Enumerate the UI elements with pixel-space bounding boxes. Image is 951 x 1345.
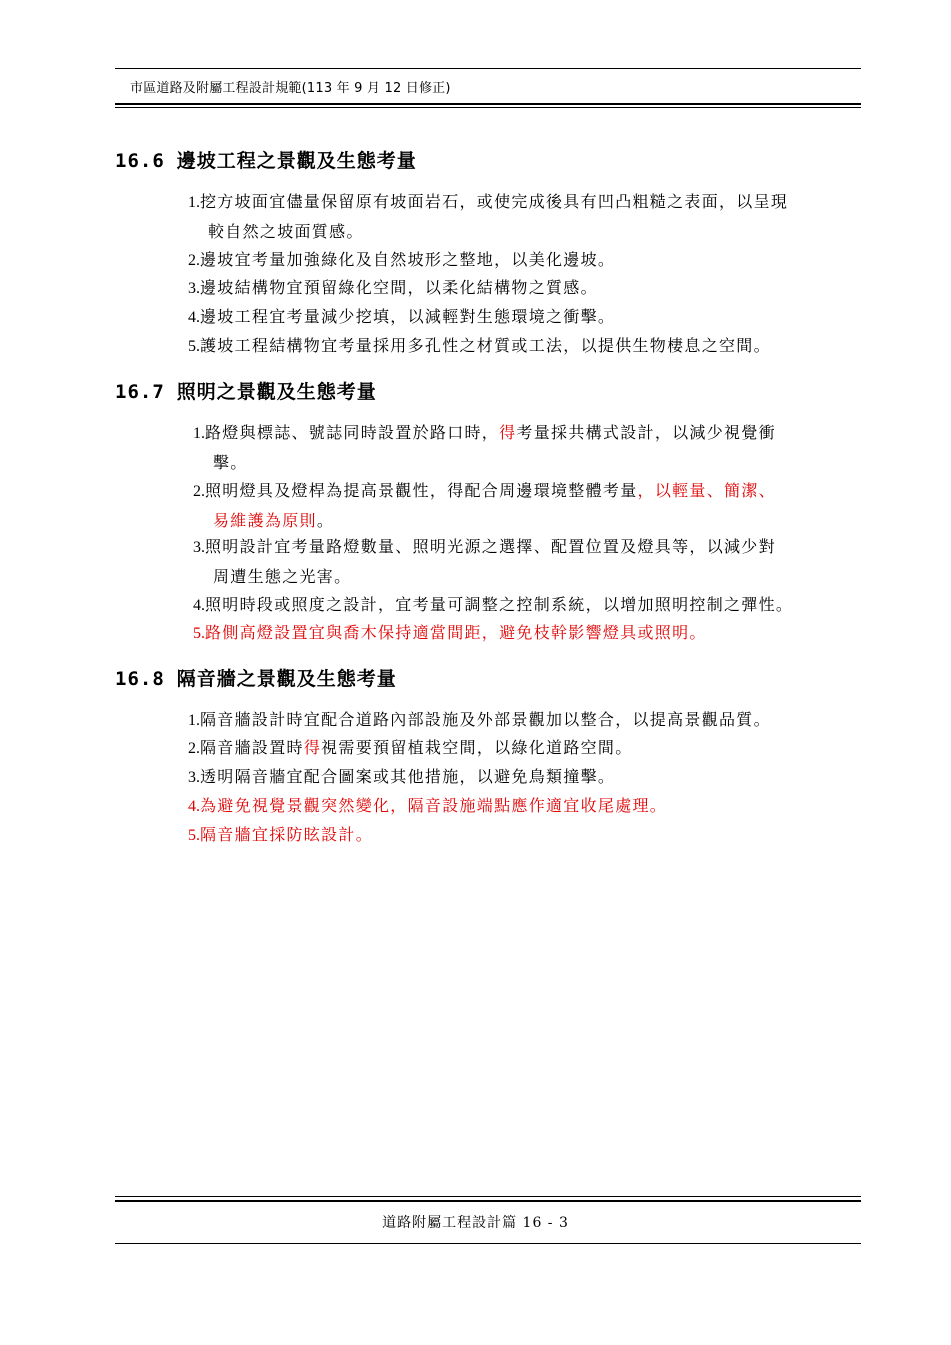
footer-rule-thick [115, 1200, 861, 1202]
list-item [188, 820, 373, 850]
footer-bottom-rule [115, 1243, 861, 1244]
item-text: 隔音牆設計時宜配合道路內部設施及外部景觀加以整合，以提高景觀品質。 [200, 710, 771, 729]
list-item [188, 245, 615, 275]
revised-text: 為避免視覺景觀突然變化，隔音設施端點應作適宜收尾處理。 [200, 796, 668, 815]
revised-text: 路側高燈設置宜與喬木保持適當間距，避免枝幹影響燈具或照明。 [205, 623, 707, 642]
revised-text: ，以輕量、簡潔、 [637, 481, 776, 500]
header-rule-thin [115, 107, 861, 108]
item-text: 護坡工程結構物宜考量採用多孔性之材質或工法，以提供生物棲息之空間。 [200, 336, 771, 355]
item-marker: 4. [193, 597, 205, 614]
section-number: 16.6 [115, 150, 165, 172]
section-heading-16-7 [115, 377, 377, 404]
item-marker: 2. [193, 483, 205, 500]
item-text-continued: 周遭生態之光害。 [213, 567, 352, 586]
item-text: 透明隔音牆宜配合圖案或其他措施，以避免鳥類撞擊。 [200, 767, 616, 786]
header-rule-thick [115, 103, 861, 105]
list-item [188, 187, 788, 246]
item-text-continued: 較自然之坡面質感。 [208, 222, 364, 241]
item-marker: 1. [188, 712, 200, 729]
item-text: 邊坡宜考量加強綠化及自然坡形之整地，以美化邊坡。 [200, 250, 616, 269]
revised-text: 隔音牆宜採防眩設計。 [200, 825, 374, 844]
section-heading-16-8 [115, 664, 397, 691]
list-item [193, 590, 793, 620]
item-text: 視需要預留植栽空間，以綠化道路空間。 [321, 738, 633, 757]
item-marker: 3. [188, 280, 200, 297]
section-number: 16.8 [115, 668, 165, 690]
item-text: 照明時段或照度之設計，宜考量可調整之控制系統，以增加照明控制之彈性。 [205, 595, 794, 614]
item-marker: 4. [188, 798, 200, 815]
list-item [188, 331, 771, 361]
section-heading-16-6 [115, 146, 417, 173]
list-item [193, 532, 776, 591]
item-marker: 1. [193, 425, 205, 442]
item-marker: 5. [193, 625, 205, 642]
item-marker: 3. [188, 769, 200, 786]
page-number: 道路附屬工程設計篇 16 - 3 [382, 1215, 569, 1231]
item-marker: 5. [188, 338, 200, 355]
list-item [193, 618, 707, 648]
list-item [188, 273, 598, 303]
item-marker: 2. [188, 252, 200, 269]
revised-text: 易維護為原則 [213, 511, 317, 530]
item-text: 照明燈具及燈桿為提高景觀性，得配合周邊環境整體考量 [205, 481, 638, 500]
list-item [188, 705, 771, 735]
item-text: 隔音牆設置時 [200, 738, 304, 757]
item-text-continued: 擊。 [213, 453, 248, 472]
revised-text: 得 [303, 738, 322, 757]
item-text: 考量採共構式設計，以減少視覺衝 [516, 423, 776, 442]
footer-rule-thin [115, 1196, 861, 1197]
item-marker: 3. [193, 539, 205, 556]
item-text: 邊坡結構物宜預留綠化空間，以柔化結構物之質感。 [200, 278, 598, 297]
item-text: 路燈與標誌、號誌同時設置於路口時， [205, 423, 500, 442]
list-item [188, 302, 615, 332]
list-item [188, 733, 633, 763]
section-number: 16.7 [115, 381, 165, 403]
list-item [188, 791, 667, 821]
item-text: 挖方坡面宜儘量保留原有坡面岩石，或使完成後具有凹凸粗糙之表面，以呈現 [200, 192, 789, 211]
item-marker: 5. [188, 827, 200, 844]
running-title: 市區道路及附屬工程設計規範(113 年 9 月 12 日修正) [130, 81, 451, 96]
list-item [193, 418, 776, 477]
list-item [193, 476, 776, 535]
item-marker: 1. [188, 194, 200, 211]
header-top-rule [115, 68, 861, 69]
item-text: 邊坡工程宜考量減少挖填，以減輕對生態環境之衝擊。 [200, 307, 616, 326]
list-item [188, 762, 615, 792]
item-text: 。 [316, 511, 335, 530]
item-text: 照明設計宜考量路燈數量、照明光源之選擇、配置位置及燈具等，以減少對 [205, 537, 776, 556]
section-title: 邊坡工程之景觀及生態考量 [176, 150, 417, 172]
section-title: 隔音牆之景觀及生態考量 [176, 668, 397, 690]
revised-text: 得 [499, 423, 517, 442]
item-marker: 2. [188, 740, 200, 757]
item-marker: 4. [188, 309, 200, 326]
section-title: 照明之景觀及生態考量 [176, 381, 377, 403]
